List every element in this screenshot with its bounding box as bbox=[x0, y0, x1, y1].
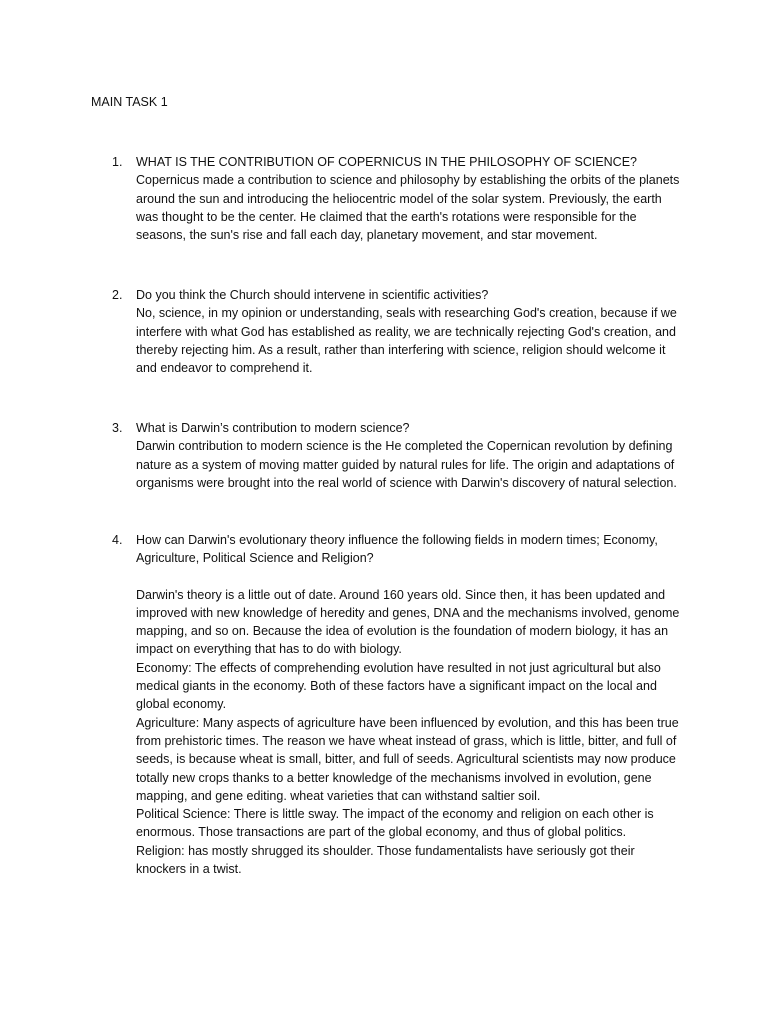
question-answer: Copernicus made a contribution to science and philosophy by establishing the orbits of the planets around the sun and introducing the heliocentric model of the solar system. Previously, the earth was thought to be the center. He claimed that the earth's rotations were responsible for the seasons, the sun's rise and fall each day, planetary movement, and star movement. bbox=[136, 173, 680, 243]
question-1 bbox=[112, 153, 682, 244]
question-heading: What is Darwin’s contribution to modern science? bbox=[136, 421, 410, 435]
answer-paragraph-religion: Religion: has mostly shrugged its shoulder. Those fundamentalists have seriously got their knockers in a twist. bbox=[136, 843, 635, 877]
question-number: 2. bbox=[112, 288, 123, 302]
answer-paragraph-intro: Darwin's theory is a little out of date. Around 160 years old. Since then, it has been updated and improved with new knowledge of heredity and genes, DNA and the mechanisms involved, genome mapping, and so on. Because the idea of evolution is the foundation of modern biology, it has an impact on everything that has to do with biology. bbox=[136, 587, 680, 657]
question-number: 1. bbox=[112, 155, 123, 169]
question-number: 3. bbox=[112, 421, 123, 435]
question-heading: WHAT IS THE CONTRIBUTION OF COPERNICUS IN THE PHILOSOPHY OF SCIENCE? bbox=[136, 155, 637, 169]
answer-paragraph-political-science: Political Science: There is little sway. The impact of the economy and religion on each other is enormous. Those transactions are part of the global economy, and thus of global politics. bbox=[136, 807, 654, 840]
answer-paragraph-agriculture: Agriculture: Many aspects of agriculture have been influenced by evolution, and this has been true from prehistoric times. The reason we have wheat instead of grass, which is little, bitter, and full of seeds, is because wheat is small, bitter, and full of seeds. Agricultural scientists may now produce totally new crops thanks to a better knowledge of the mechanisms involved in evolution, gene mapping, and gene editing. wheat varieties that can withstand saltier soil. bbox=[136, 715, 679, 803]
question-4 bbox=[112, 531, 682, 878]
question-number: 4. bbox=[112, 533, 123, 547]
question-2 bbox=[112, 286, 682, 377]
answer-paragraph-economy: Economy: The effects of comprehending evolution have resulted in not just agricultural but also medical giants in the economy. Both of these factors have a significant impact on the local and global economy. bbox=[136, 660, 661, 712]
main-title: MAIN TASK 1 bbox=[91, 95, 168, 109]
question-answer: Darwin contribution to modern science is the He completed the Copernican revolution by defining nature as a system of moving matter guided by natural rules for life. The origin and adaptations of organisms were brought into the real world of science with Darwin's discovery of natural selection. bbox=[136, 439, 677, 490]
question-heading: How can Darwin's evolutionary theory influence the following fields in modern times; Economy, Agriculture, Political Science and Religion? bbox=[136, 533, 658, 566]
question-heading: Do you think the Church should intervene in scientific activities? bbox=[136, 288, 489, 302]
question-answer: No, science, in my opinion or understanding, seals with researching God's creation, because if we interfere with what God has established as reality, we are technically rejecting God's creation, and thereby rejecting him. As a result, rather than interfering with science, religion should welcome it and endeavor to comprehend it. bbox=[136, 306, 677, 376]
question-3 bbox=[112, 419, 682, 492]
